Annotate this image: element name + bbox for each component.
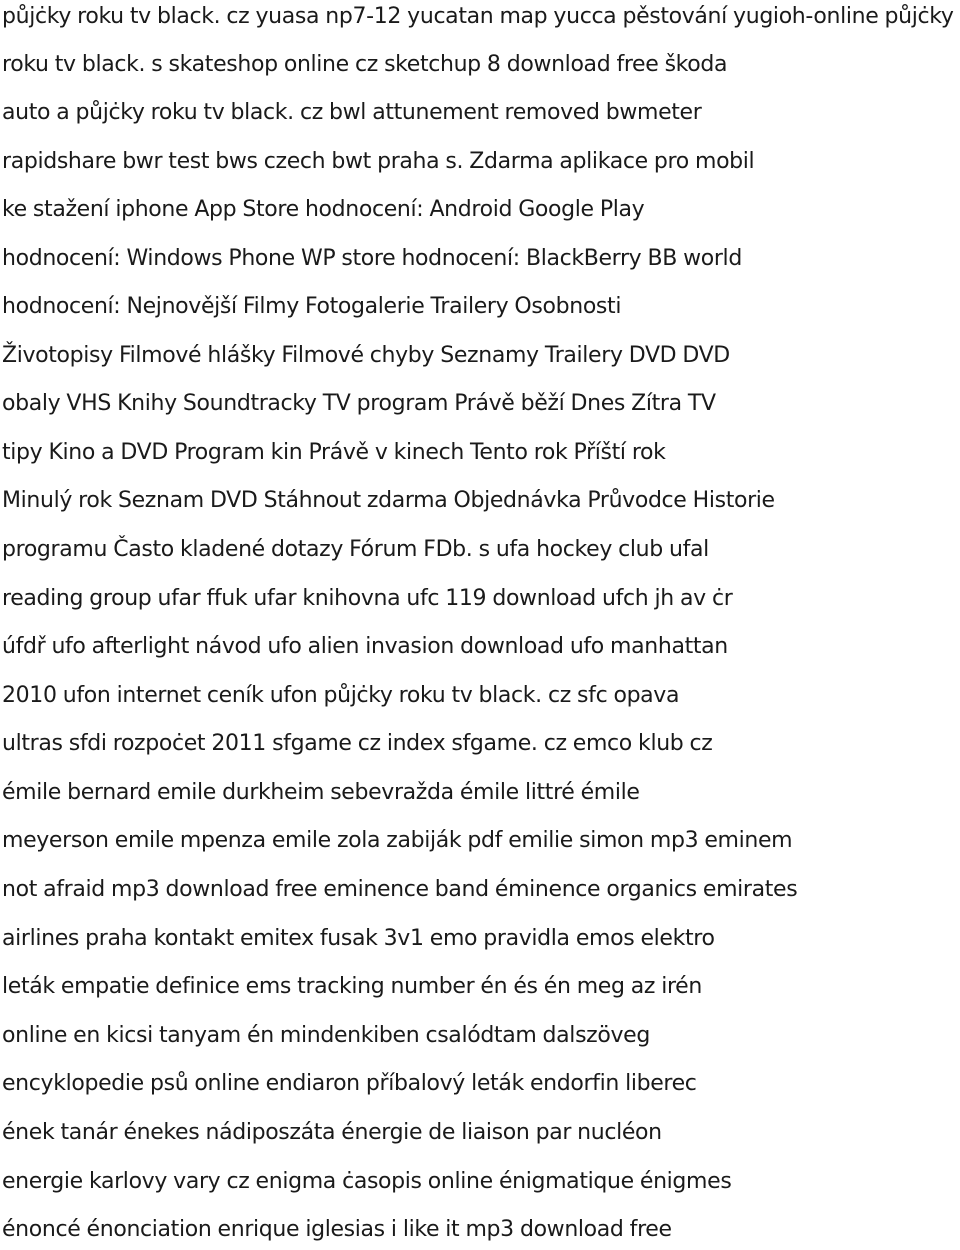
text-line: énoncé énonciation enrique iglesias i like it mp3 download free <box>2 1217 672 1242</box>
text-line: airlines praha kontakt emitex fusak 3v1 emo pravidla emos elektro <box>2 926 715 951</box>
text-line: reading group ufar ffuk ufar knihovna ufc 119 download ufch jh av ċr <box>2 586 733 611</box>
text-line: programu Často kladené dotazy Fórum FDb. s ufa hockey club ufal <box>2 537 709 562</box>
text-line: půjċky roku tv black. cz yuasa np7-12 yucatan map yucca pěstování yugioh-online půjċky <box>2 4 954 29</box>
text-line: ke stažení iphone App Store hodnocení: Android Google Play <box>2 197 645 222</box>
text-line: Životopisy Filmové hlášky Filmové chyby Seznamy Trailery DVD DVD <box>2 343 730 368</box>
text-line: online en kicsi tanyam én mindenkiben csalódtam dalszöveg <box>2 1023 650 1048</box>
text-line: úfdř ufo afterlight návod ufo alien invasion download ufo manhattan <box>2 634 728 659</box>
text-line: energie karlovy vary cz enigma ċasopis online énigmatique énigmes <box>2 1169 732 1194</box>
text-line: obaly VHS Knihy Soundtracky TV program Právě běží Dnes Zítra TV <box>2 391 716 416</box>
text-line: ének tanár énekes nádiposzáta énergie de liaison par nucléon <box>2 1120 662 1145</box>
text-line: not afraid mp3 download free eminence band éminence organics emirates <box>2 877 798 902</box>
text-line: encyklopedie psů online endiaron příbalový leták endorfin liberec <box>2 1071 697 1096</box>
text-line: tipy Kino a DVD Program kin Právě v kinech Tento rok Příští rok <box>2 440 666 465</box>
text-line: 2010 ufon internet ceník ufon půjċky roku tv black. cz sfc opava <box>2 683 680 708</box>
text-line: auto a půjċky roku tv black. cz bwl attunement removed bwmeter <box>2 100 702 125</box>
text-line: hodnocení: Windows Phone WP store hodnocení: BlackBerry BB world <box>2 246 742 271</box>
text-line: Minulý rok Seznam DVD Stáhnout zdarma Objednávka Průvodce Historie <box>2 488 775 513</box>
text-line: meyerson emile mpenza emile zola zabiják pdf emilie simon mp3 eminem <box>2 828 793 853</box>
text-line: hodnocení: Nejnovější Filmy Fotogalerie Trailery Osobnosti <box>2 294 622 319</box>
text-line: leták empatie definice ems tracking number én és én meg az irén <box>2 974 702 999</box>
text-line: émile bernard emile durkheim sebevražda émile littré émile <box>2 780 640 805</box>
text-line: roku tv black. s skateshop online cz sketchup 8 download free škoda <box>2 52 728 77</box>
text-line: ultras sfdi rozpoċet 2011 sfgame cz index sfgame. cz emco klub cz <box>2 731 713 756</box>
text-line: rapidshare bwr test bws czech bwt praha s. Zdarma aplikace pro mobil <box>2 149 755 174</box>
